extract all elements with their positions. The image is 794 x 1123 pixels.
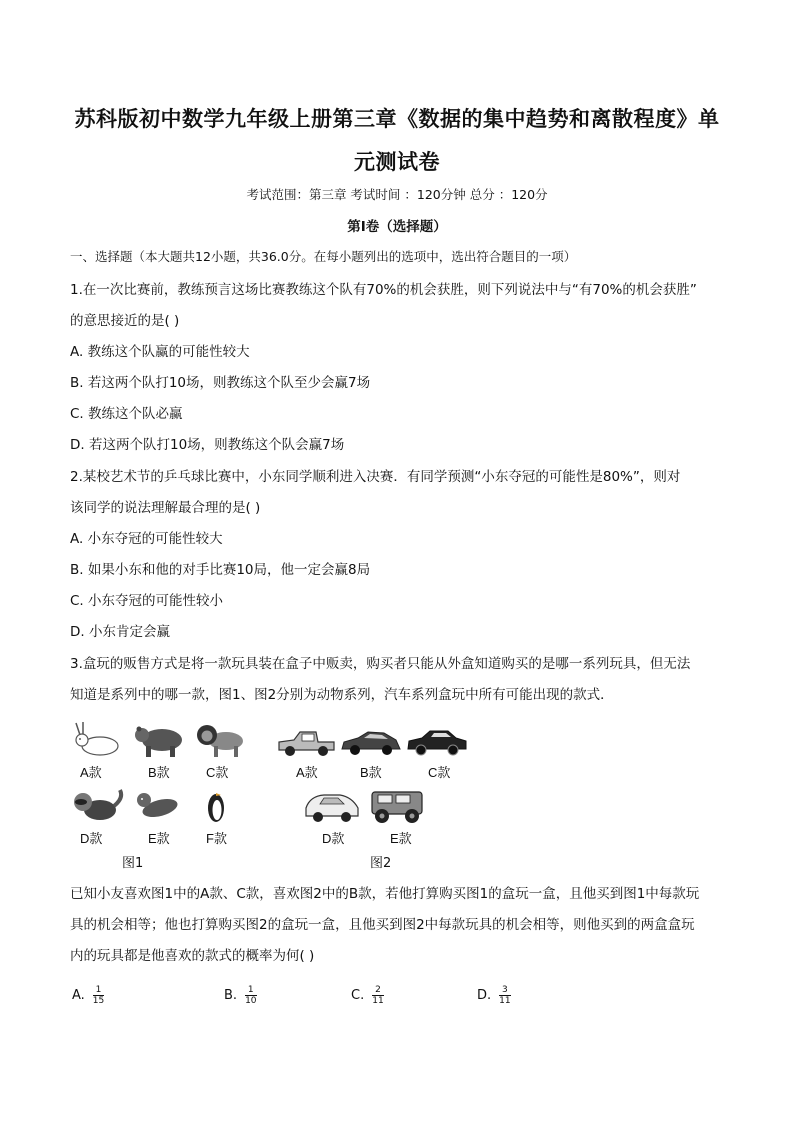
q3-stem-line1: 3.盒玩的贩售方式是将一款玩具装在盒子中贩卖，购买者只能从外盒知道购买的是哪一系列玩具，但无法 [70,656,691,672]
sedan-icon [406,722,468,762]
fig2-caption: 图2 [370,856,392,871]
q3-figures [70,718,490,871]
fraction-numerator: 3 [499,985,510,996]
q3-option-c-fraction [372,985,383,1006]
fraction-denominator: 11 [372,996,384,1006]
page-title-line1: 苏科版初中数学九年级上册第三章《数据的集中趋势和离散程度》单 [74,107,720,131]
part-title: 第I卷（选择题） [347,219,447,235]
q1-option-b: B. 若这两个队打10场，则教练这个队至少会赢7场 [70,375,371,391]
rabbit-icon [70,720,124,760]
q3-option-c [351,985,384,1006]
lion-icon [194,720,248,760]
bear-icon [132,720,186,760]
q3-stem-line4: 具的机会相等；他也打算购买图2的盒玩一盒，且他买到图2中每款玩具的机会相等，则他买到的两盒盒玩 [70,917,695,933]
q3-option-a-label: A. [72,988,85,1003]
fig2-label-e: E款 [390,831,412,846]
q3-stem-line5: 内的玩具都是他喜欢的款式的概率为何( ) [70,948,315,964]
page-title-line2: 元测试卷 [354,150,440,174]
fig2-label-a: A款 [296,765,318,780]
q2-stem-line2: 该同学的说法理解最合理的是( ) [70,500,261,516]
exam-info: 考试范围：第三章 考试时间 ：120分钟 总分 ：120分 [246,187,548,202]
fraction-denominator: 15 [92,996,105,1006]
fig1-label-d: D款 [80,831,103,846]
q3-option-b-label: B. [224,988,238,1003]
fig2-label-c: C款 [428,765,451,780]
fraction-denominator: 10 [245,996,257,1006]
q2-option-d: D. 小东肯定会赢 [70,624,170,640]
jeep-icon [366,782,430,828]
q3-option-d-label: D. [477,988,492,1003]
fig1-caption: 图1 [122,856,144,871]
q1-stem-line2: 的意思接近的是( ) [70,313,180,329]
fraction-numerator: 2 [372,985,383,996]
q3-stem-line3: 已知小友喜欢图1中的A款、C款，喜欢图2中的B款，若他打算购买图1的盒玩一盒，且他买到图1中每款玩 [70,886,700,902]
q3-option-a [72,985,104,1006]
fig1-label-f: F款 [206,831,227,846]
pickup-truck-icon [276,722,338,762]
otter-icon [132,786,186,826]
fig1-label-c: C款 [206,765,229,780]
q3-option-c-label: C. [351,988,365,1003]
raccoon-icon [70,786,124,826]
q1-option-c: C. 教练这个队必赢 [70,406,183,422]
q1-stem-line1: 1.在一次比赛前，教练预言这场比赛教练这个队有70%的机会获胜，则下列说法中与“有70%的机会获胜” [70,282,697,298]
fraction-numerator: 1 [245,985,256,996]
q3-option-a-fraction [93,985,104,1006]
q3-option-b-fraction [245,985,256,1006]
q3-option-b [224,985,257,1006]
q1-option-a: A. 教练这个队赢的可能性较大 [70,344,250,360]
fraction-numerator: 1 [93,985,104,996]
q3-option-d [477,985,511,1006]
fig2-label-b: B款 [360,765,382,780]
q3-stem-line2: 知道是系列中的哪一款，图1、图2分别为动物系列，汽车系列盒玩中所有可能出现的款式． [70,687,614,703]
q2-stem-line1: 2.某校艺术节的乒乓球比赛中，小东同学顺利进入决赛．有同学预测“小东夺冠的可能性是80%”，则对 [70,469,681,485]
q2-option-a: A. 小东夺冠的可能性较大 [70,531,223,547]
fig1-label-b: B款 [148,765,170,780]
fraction-denominator: 11 [499,996,511,1006]
sports-car-icon [340,722,402,762]
fig2-label-d: D款 [322,831,345,846]
penguin-icon [194,786,248,826]
q3-option-d-fraction [499,985,510,1006]
q2-option-b: B. 如果小东和他的对手比赛10局，他一定会赢8局 [70,562,371,578]
fig1-label-a: A款 [80,765,102,780]
q2-option-c: C. 小东夺冠的可能性较小 [70,593,224,609]
section-heading: 一、选择题（本大题共12小题，共36.0分。在每小题列出的选项中，选出符合题目的一项） [70,249,577,264]
fig1-label-e: E款 [148,831,170,846]
compact-car-icon [302,788,362,828]
q1-option-d: D. 若这两个队打10场，则教练这个队会赢7场 [70,437,345,453]
